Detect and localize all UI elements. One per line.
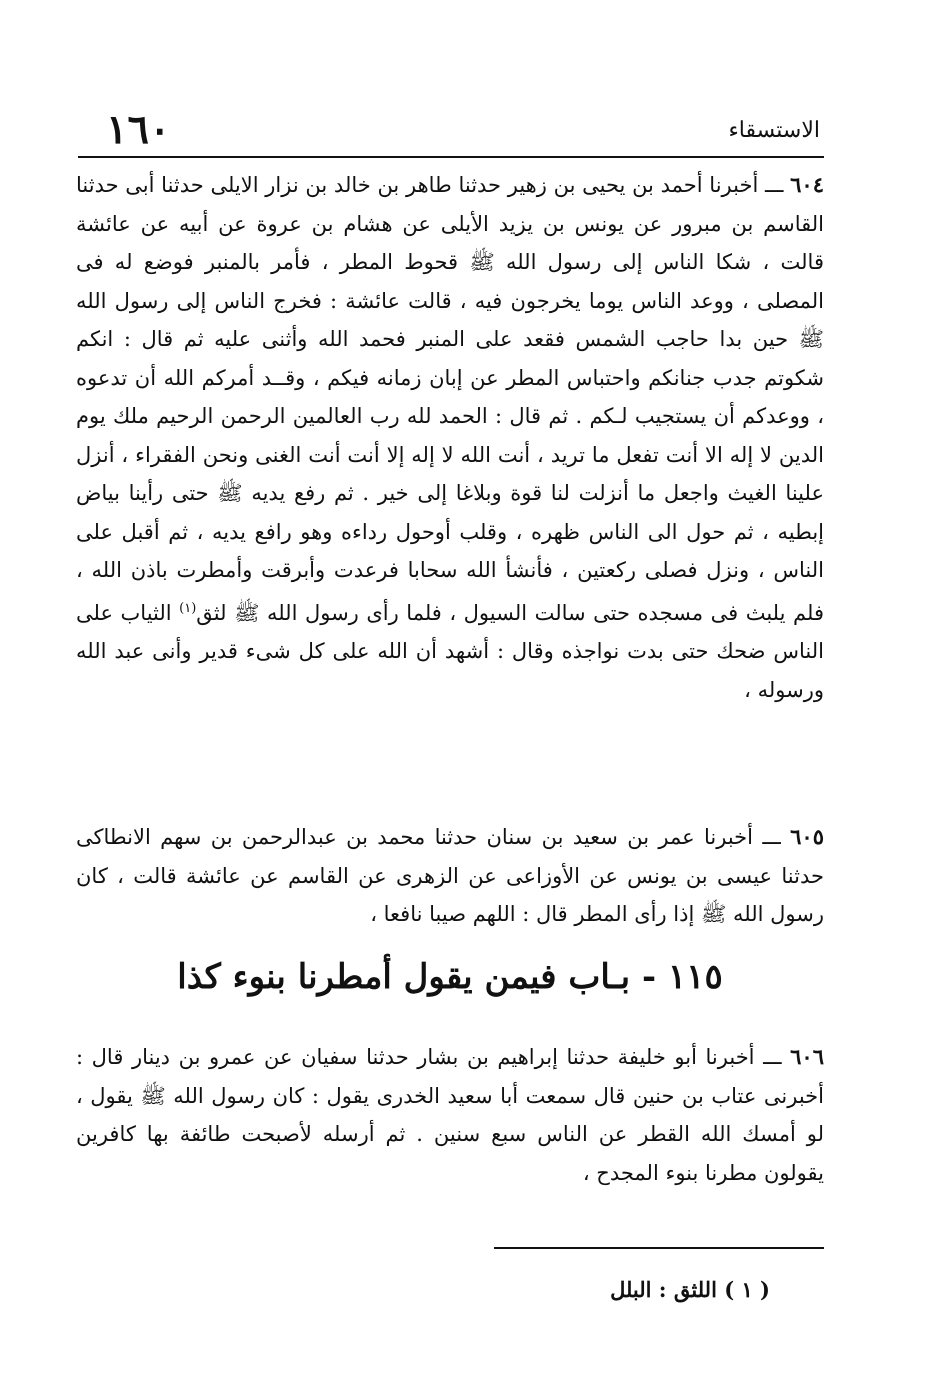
hadith-604-body-end: الثياب على الناس ضحك حتى بدت نواجذه وقال : أشهد أن الله على كل شىء قدير وأنى عبد الله ورسوله ،	[76, 600, 824, 702]
hadith-606-text	[76, 1038, 824, 1192]
page-header	[78, 104, 820, 158]
running-title: الاستسقاء	[728, 118, 820, 143]
hadith-605-text	[76, 818, 824, 934]
hadith-606-number: ٦٠٦	[790, 1044, 824, 1069]
page-number: ١٦٠	[106, 106, 171, 153]
hadith-605-number: ٦٠٥	[790, 824, 824, 849]
hadith-606-body: ـــ أخبرنا أبو خليفة حدثنا إبراهيم بن بشار حدثنا سفيان عن عمرو بن دينار قال : أخبرنى عتاب بن حنين قال سمعت أبا سعيد الخدرى يقول : كان رسول الله ﷺ يقول ، لو أمسك الله القطر عن الناس سبع سنين . ثم أرسله لأصبحت طائفة بها كافرين يقولون مطرنا بنوء المجدح ،	[76, 1045, 824, 1185]
hadith-604	[76, 166, 824, 709]
hadith-604-body: ـــ أخبرنا أحمد بن يحيى بن زهير حدثنا طاهر بن خالد بن نزار الايلى حدثنا أبى حدثنا القاسم بن مبرور عن يونس بن يزيد الأيلى عن هشام بن عروة عن أبيه عن عائشة قالت ، شكا الناس إلى رسول الله ﷺ قحوط المطر ، فأمر بالمنبر فوضع له فى المصلى ، ووعد الناس يوما يخرجون فيه ، قالت عائشة : فخرج الناس إلى رسول الله ﷺ حين بدا حاجب الشمس فقعد على المنبر فحمد الله وأثنى عليه ثم قال : انكم شكوتم جدب جنانكم واحتباس المطر عن إبان زمانه فيكم ، وقــد أمركم الله أن تدعوه ، ووعدكم أن يستجيب لـكم . ثم قال : الحمد لله رب العالمين الرحمن الرحيم ملك يوم الدين لا إله الا أنت تفعل ما تريد ، أنت الله لا إله إلا أنت أنت الغنى ونحن الفقراء ، أنزل علينا الغيث واجعل ما أنزلت لنا قوة وبلاغا إلى خير . ثم رفع يديه ﷺ حتى رأينا بياض إبطيه ، ثم حول الى الناس ظهره ، وقلب أوحول رداءه وهو رافع يديه ، ثم أقبل على الناس ، ونزل فصلى ركعتين ، فأنشأ الله سحابا فرعدت وأبرقت وأمطرت باذن الله ، فلم يلبث فى مسجده حتى سالت السيول ، فلما رأى رسول الله ﷺ لثق	[76, 173, 824, 625]
hadith-606	[76, 1038, 824, 1192]
hadith-605-body: ـــ أخبرنا عمر بن سعيد بن سنان حدثنا محمد بن عبدالرحمن بن سهم الانطاكى حدثنا عيسى بن يونس عن الأوزاعى عن الزهرى عن القاسم عن عائشة قالت ، كان رسول الله ﷺ إذا رأى المطر قال : اللهم صيبا نافعا ،	[76, 825, 824, 926]
footnote-divider	[494, 1247, 824, 1249]
hadith-604-text	[76, 166, 824, 709]
footnote: ( ١ ) اللثق : البلل	[610, 1277, 770, 1302]
chapter-heading: ١١٥ - بـاب فيمن يقول أمطرنا بنوء كذا	[177, 957, 723, 997]
header-divider	[78, 156, 824, 158]
hadith-605	[76, 818, 824, 934]
hadith-604-number: ٦٠٤	[790, 172, 824, 197]
footnote-reference: (١)	[179, 600, 197, 616]
